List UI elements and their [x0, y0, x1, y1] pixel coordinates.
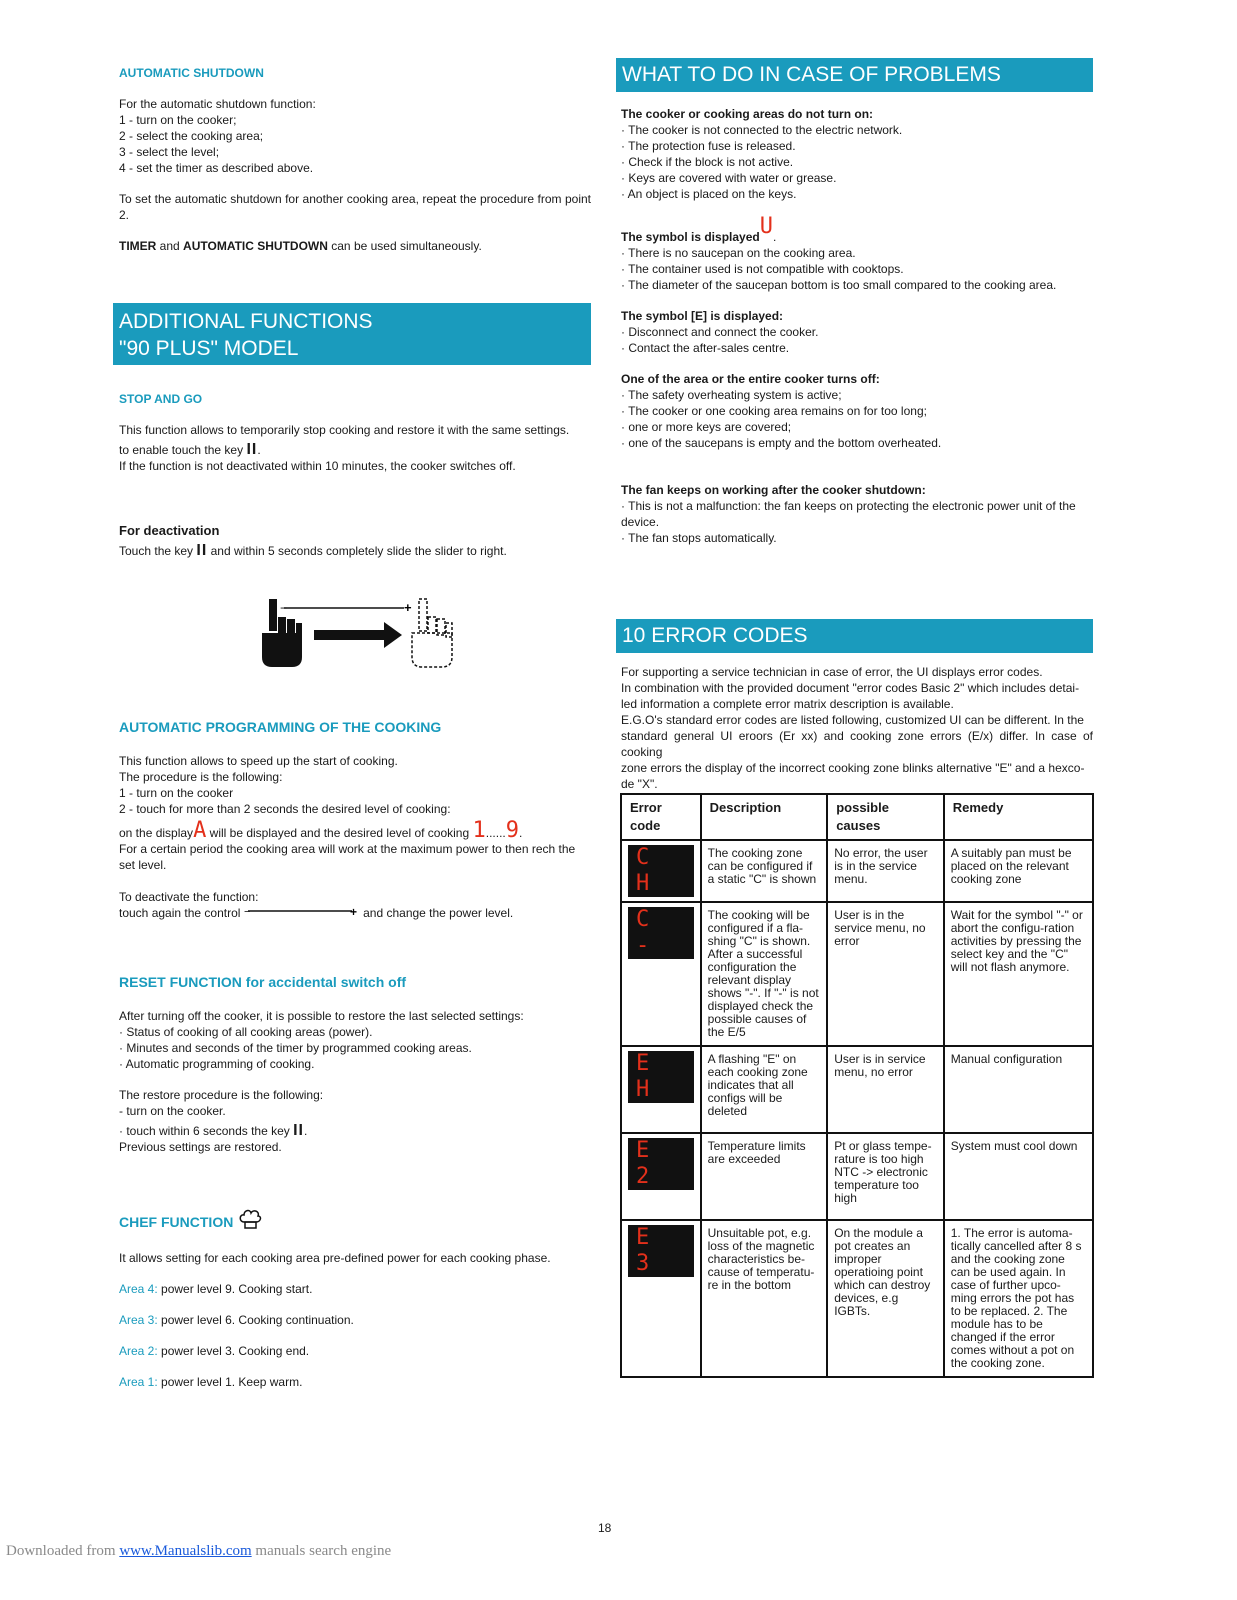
remedy-cell: 1. The error is automa-tically cancelled after 8 s and the cooking zone can be used again. In case of further upco-ming errors the pot has to be replaced. 2. The module has to be changed if the error comes without a pot on the cooking zone. — [944, 1220, 1093, 1377]
problem-answer: · Check if the block is not active. — [621, 155, 794, 169]
u-symbol-glyph: U — [759, 214, 773, 239]
error-codes-banner: 10 ERROR CODES — [616, 619, 1093, 653]
remedy-cell: Manual configuration — [944, 1046, 1093, 1133]
chef-area-item — [119, 1281, 591, 1297]
problem-question: The symbol is displayed — [621, 230, 760, 244]
auto-programming-heading: AUTOMATIC PROGRAMMING OF THE COOKING — [119, 719, 442, 735]
table-row — [621, 1133, 1093, 1220]
chef-intro: It allows setting for each cooking area pre-defined power for each cooking phase. — [119, 1251, 551, 1265]
chef-function-title — [119, 1208, 262, 1232]
chef-area-text: power level 9. Cooking start. — [157, 1282, 313, 1296]
problem-question: The symbol [E] is displayed: — [621, 309, 784, 323]
header-remedy: Remedy — [944, 794, 1093, 840]
header-possible-causes: possible causes — [827, 794, 944, 840]
reset-line3: · Minutes and seconds of the timer by programmed cooking areas. — [119, 1041, 472, 1055]
svg-text:+: + — [349, 906, 357, 919]
problem-question: The cooker or cooking areas do not turn on: — [621, 107, 874, 121]
chef-area-item — [119, 1312, 591, 1328]
stop-go-line2-text: to enable touch the key — [119, 443, 244, 457]
problem-answer: · An object is placed on the keys. — [621, 187, 797, 201]
stop-go-body — [119, 422, 591, 474]
auto-prog-line1: This function allows to speed up the start of cooking. — [119, 754, 398, 768]
problem-answer: · Contact the after-sales centre. — [621, 341, 790, 355]
chef-area-label: Area 3: — [119, 1313, 158, 1327]
error-intro-line: In combination with the provided document "error codes Basic 2" which includes detai- — [621, 681, 1080, 695]
pause-key-icon: II — [196, 542, 208, 559]
error-intro-line: led information a complete error matrix description is available. — [621, 697, 954, 711]
slider-minus: − — [280, 601, 288, 615]
remedy-cell: Wait for the symbol "-" or abort the configu-ration activities by pressing the select key and the "C" will not flash anymore. — [944, 902, 1093, 1046]
description-cell: The cooking will be configured if a fla-shing "C" is shown. After a successful configuration the relevant display shows "-". If "-" is not displayed check the possible causes of the E/5 — [701, 902, 828, 1046]
problem-answer: · This is not a malfunction: the fan keeps on protecting the electronic power unit of the device. — [621, 499, 1076, 529]
error-codes-table — [620, 793, 1094, 1378]
error-code-cell — [621, 1220, 701, 1377]
description-cell: The cooking zone can be configured if a static "C" is shown — [701, 840, 828, 902]
description-cell: Unsuitable pot, e.g. loss of the magnetic characteristics be-cause of temperatu-re in the bottom — [701, 1220, 828, 1377]
auto-prog-line6: For a certain period the cooking area will work at the maximum power to then rech the set level. — [119, 842, 576, 872]
level-9-glyph: 9 — [505, 818, 520, 843]
additional-functions-line2: "90 PLUS" MODEL — [119, 337, 299, 360]
description-cell: A flashing "E" on each cooking zone indicates that all configs will be deleted — [701, 1046, 828, 1133]
error-intro-line: standard general UI eroors (Er xx) and cooking zone errors (E/x) differ. In case of cooking — [621, 729, 1093, 759]
error-code-display: E H — [628, 1051, 694, 1103]
cause-cell: User is in the service menu, no error — [827, 902, 944, 1046]
problem-answer: · The protection fuse is released. — [621, 139, 796, 153]
reset-line7: · touch within 6 seconds the key II. — [119, 1122, 308, 1139]
problem-answer: · The cooker or one cooking area remains on for too long; — [621, 404, 927, 418]
auto-shutdown-body — [119, 96, 591, 254]
chef-area-label: Area 2: — [119, 1344, 158, 1358]
footer-pre: Downloaded from — [6, 1543, 120, 1559]
deactivation-text — [119, 543, 591, 559]
auto-prog-deact2-b: and change the power level. — [363, 906, 514, 920]
reset-line1: After turning off the cooker, it is possible to restore the last selected settings: — [119, 1009, 524, 1023]
chef-function-body — [119, 1250, 591, 1390]
chef-area-label: Area 1: — [119, 1375, 158, 1389]
auto-shutdown-repeat-note: To set the automatic shutdown for another cooking area, repeat the procedure from point 2. — [119, 192, 591, 222]
auto-shutdown-intro: For the automatic shutdown function: — [119, 97, 316, 111]
reset-function-body — [119, 1008, 591, 1155]
chef-area-item — [119, 1374, 591, 1390]
problem-answer: · The fan stops automatically. — [621, 531, 777, 545]
description-cell: Temperature limits are exceeded — [701, 1133, 828, 1220]
table-header-row — [621, 794, 1093, 840]
chef-function-heading: CHEF FUNCTION — [119, 1214, 234, 1230]
problems-banner: WHAT TO DO IN CASE OF PROBLEMS — [616, 58, 1093, 92]
problem-answer: · one of the saucepans is empty and the bottom overheated. — [621, 436, 942, 450]
problem-answer: · The container used is not compatible with cooktops. — [621, 262, 904, 276]
stop-go-line2: to enable touch the key II. — [119, 441, 261, 458]
error-code-cell — [621, 840, 701, 902]
auto-shutdown-step: 3 - select the level; — [119, 145, 220, 159]
reset-line6: - turn on the cooker. — [119, 1104, 226, 1118]
additional-functions-banner — [113, 303, 591, 365]
auto-prog-deact2 — [119, 905, 591, 921]
remedy-cell: A suitably pan must be placed on the relevant cooking zone — [944, 840, 1093, 902]
page-number: 18 — [598, 1521, 612, 1535]
problem-answer: · one or more keys are covered; — [621, 420, 792, 434]
pause-key-icon: II — [293, 1122, 304, 1139]
stop-go-line1: This function allows to temporarily stop cooking and restore it with the same settings. — [119, 423, 570, 437]
deactivation-pre: Touch the key — [119, 544, 194, 558]
stop-go-line3: If the function is not deactivated within 10 minutes, the cooker switches off. — [119, 459, 516, 473]
error-intro-line: E.G.O's standard error codes are listed following, customized UI can be different. In the — [621, 713, 1084, 727]
table-row — [621, 1220, 1093, 1377]
auto-shutdown-heading: AUTOMATIC SHUTDOWN — [119, 66, 264, 80]
chef-area-text: power level 3. Cooking end. — [157, 1344, 310, 1358]
error-code-cell — [621, 1133, 701, 1220]
error-code-display: E 2 — [628, 1138, 694, 1190]
stop-go-heading: STOP AND GO — [119, 392, 203, 406]
auto-shutdown-step: 1 - turn on the cooker; — [119, 113, 237, 127]
auto-programming-body — [119, 753, 591, 921]
remedy-cell: System must cool down — [944, 1133, 1093, 1220]
auto-prog-line5-a: on the display — [119, 826, 194, 840]
level-dots: ...... — [485, 826, 506, 840]
chef-hat-icon — [238, 1208, 262, 1230]
error-code-display: C - — [628, 907, 694, 959]
error-code-cell — [621, 1046, 701, 1133]
simultaneous-text: can be used simultaneously. — [327, 239, 482, 253]
header-description: Description — [701, 794, 828, 840]
problems-body — [621, 106, 1093, 546]
reset-line4: · Automatic programming of cooking. — [119, 1057, 315, 1071]
timer-bold: TIMER — [119, 239, 157, 253]
chef-area-item — [119, 1343, 591, 1359]
footer-post: manuals search engine — [251, 1543, 392, 1559]
timer-shutdown-note — [119, 238, 591, 254]
problem-question: One of the area or the entire cooker turns off: — [621, 372, 880, 386]
problem-question-symbol: The symbol is displayedU. — [621, 214, 777, 244]
chef-area-label: Area 4: — [119, 1282, 158, 1296]
problem-question: The fan keeps on working after the cooker shutdown: — [621, 483, 926, 497]
header-error-code: Error code — [621, 794, 701, 840]
slider-swipe-illustration — [258, 595, 454, 673]
arrow-right-icon — [314, 622, 402, 648]
level-1-glyph: 1 — [472, 818, 486, 843]
error-code-display: C H — [628, 845, 694, 897]
error-codes-intro — [621, 664, 1093, 792]
problem-answer: · There is no saucepan on the cooking area. — [621, 246, 856, 260]
table-row — [621, 902, 1093, 1046]
auto-prog-line5-b: will be displayed and the desired level of cooking — [209, 826, 470, 840]
table-row — [621, 840, 1093, 902]
problem-answer: · Disconnect and connect the cooker. — [621, 325, 819, 339]
deactivation-heading: For deactivation — [119, 523, 220, 538]
auto-shutdown-step: 2 - select the cooking area; — [119, 129, 264, 143]
auto-prog-line3: 1 - turn on the cooker — [119, 786, 234, 800]
table-row — [621, 1046, 1093, 1133]
reset-line8: Previous settings are restored. — [119, 1140, 282, 1154]
cause-cell: No error, the user is in the service menu. — [827, 840, 944, 902]
auto-prog-line5: on the displayA will be displayed and the desired level of cooking 1......9. — [119, 818, 523, 843]
problem-answer: · The diameter of the saucepan bottom is too small compared to the cooking area. — [621, 278, 1057, 292]
cause-cell: User is in service menu, no error — [827, 1046, 944, 1133]
problem-answer: · Keys are covered with water or grease. — [621, 171, 837, 185]
error-code-display: E 3 — [628, 1225, 694, 1277]
auto-prog-line4: 2 - touch for more than 2 seconds the desired level of cooking: — [119, 802, 451, 816]
cause-cell: On the module a pot creates an improper operatioing point which can destroy devices, e.g IGBTs. — [827, 1220, 944, 1377]
display-a-glyph: A — [193, 818, 207, 843]
problem-answer: · The safety overheating system is active; — [621, 388, 842, 402]
problem-answer: · The cooker is not connected to the electric network. — [621, 123, 903, 137]
error-intro-line: zone errors the display of the incorrect cooking zone blinks alternative "E" and a hexco- — [621, 761, 1085, 775]
shutdown-bold: AUTOMATIC SHUTDOWN — [183, 239, 328, 253]
error-intro-line: For supporting a service technician in case of error, the UI displays error codes. — [621, 665, 1043, 679]
error-code-cell — [621, 902, 701, 1046]
auto-prog-deact1: To deactivate the function: — [119, 890, 259, 904]
cause-cell: Pt or glass tempe-rature is too high NTC -> electronic temperature too high — [827, 1133, 944, 1220]
auto-shutdown-step: 4 - set the timer as described above. — [119, 161, 314, 175]
error-intro-line: de "X". — [621, 777, 658, 791]
reset-line2: · Status of cooking of all cooking areas (power). — [119, 1025, 373, 1039]
footer-download-note — [6, 1543, 391, 1560]
and-word: and — [156, 239, 184, 253]
slider-plus: + — [404, 600, 412, 615]
hand-outline-icon — [412, 599, 452, 667]
svg-text:−: − — [243, 906, 251, 918]
manualslib-link[interactable]: www.Manualslib.com — [119, 1543, 252, 1559]
reset-line7-text: · touch within 6 seconds the key — [119, 1124, 290, 1138]
auto-prog-line2: The procedure is the following: — [119, 770, 283, 784]
chef-area-text: power level 1. Keep warm. — [157, 1375, 303, 1389]
reset-function-heading: RESET FUNCTION for accidental switch off — [119, 974, 407, 990]
slider-control-icon — [244, 907, 360, 921]
additional-functions-line1: ADDITIONAL FUNCTIONS — [119, 310, 373, 333]
pause-key-icon: II — [246, 441, 258, 458]
chef-area-text: power level 6. Cooking continuation. — [157, 1313, 354, 1327]
auto-prog-deact2-a: touch again the control — [119, 906, 241, 920]
reset-line5: The restore procedure is the following: — [119, 1088, 324, 1102]
deactivation-post: and within 5 seconds completely slide the slider to right. — [210, 544, 507, 558]
